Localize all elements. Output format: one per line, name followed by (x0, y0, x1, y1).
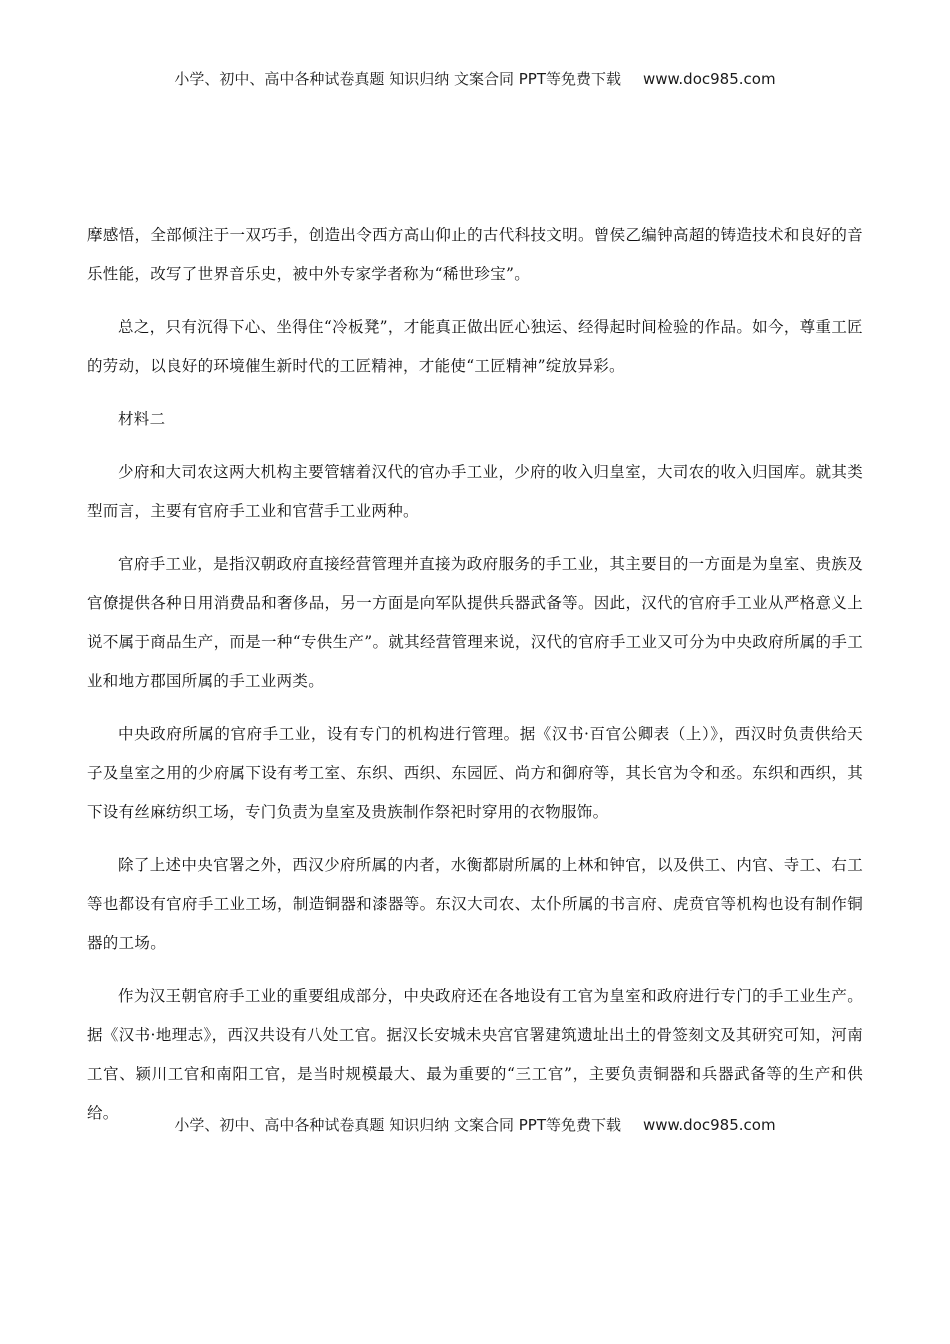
page-header (0, 68, 950, 89)
footer-text: 小学、初中、高中各种试卷真题 知识归纳 文案合同 PPT等免费下载 (174, 1116, 621, 1134)
section-heading-material-2: 材料二 (118, 410, 166, 428)
paragraph-conclusion: 总之，只有沉得下心、坐得住“冷板凳”，才能真正做出匠心独运、经得起时间检验的作品。如今，尊重工匠的劳动，以良好的环境催生新时代的工匠精神，才能使“工匠精神”绽放异彩。 (87, 318, 863, 375)
document-body (87, 216, 863, 1147)
paragraph: 官府手工业，是指汉朝政府直接经营管理并直接为政府服务的手工业，其主要目的一方面是为皇室、贵族及官僚提供各种日用消费品和奢侈品，另一方面是向军队提供兵器武备等。因此，汉代的官府手工业从严格意义上说不属于商品生产，而是一种“专供生产”。就其经营管理来说，汉代的官府手工业又可分为中央政府所属的手工业和地方郡国所属的手工业两类。 (87, 555, 863, 690)
footer-url[interactable]: www.doc985.com (642, 1116, 776, 1134)
header-url[interactable]: www.doc985.com (642, 70, 776, 88)
paragraph: 作为汉王朝官府手工业的重要组成部分，中央政府还在各地设有工官为皇室和政府进行专门的手工业生产。据《汉书·地理志》，西汉共设有八处工官。据汉长安城未央宫官署建筑遗址出土的骨签刻文及其研究可知，河南工官、颍川工官和南阳工官，是当时规模最大、最为重要的“三工官”，主要负责铜器和兵器武备等的生产和供给。 (87, 987, 863, 1122)
paragraph: 少府和大司农这两大机构主要管辖着汉代的官办手工业，少府的收入归皇室，大司农的收入归国库。就其类型而言，主要有官府手工业和官营手工业两种。 (87, 463, 863, 520)
header-text: 小学、初中、高中各种试卷真题 知识归纳 文案合同 PPT等免费下载 (174, 70, 621, 88)
paragraph-continuation: 摩感悟，全部倾注于一双巧手，创造出令西方高山仰止的古代科技文明。曾侯乙编钟高超的铸造技术和良好的音乐性能，改写了世界音乐史，被中外专家学者称为“稀世珍宝”。 (87, 226, 863, 283)
paragraph: 中央政府所属的官府手工业，设有专门的机构进行管理。据《汉书·百官公卿表（上）》，西汉时负责供给天子及皇室之用的少府属下设有考工室、东织、西织、东园匠、尚方和御府等，其长官为令和丞。东织和西织，其下设有丝麻纺织工场，专门负责为皇室及贵族制作祭祀时穿用的衣物服饰。 (87, 725, 863, 821)
page-footer (0, 1114, 950, 1135)
paragraph: 除了上述中央官署之外，西汉少府所属的内者，水衡都尉所属的上林和钟官，以及供工、内官、寺工、右工等也都设有官府手工业工场，制造铜器和漆器等。东汉大司农、太仆所属的书言府、虎贲官等机构也设有制作铜器的工场。 (87, 856, 863, 952)
